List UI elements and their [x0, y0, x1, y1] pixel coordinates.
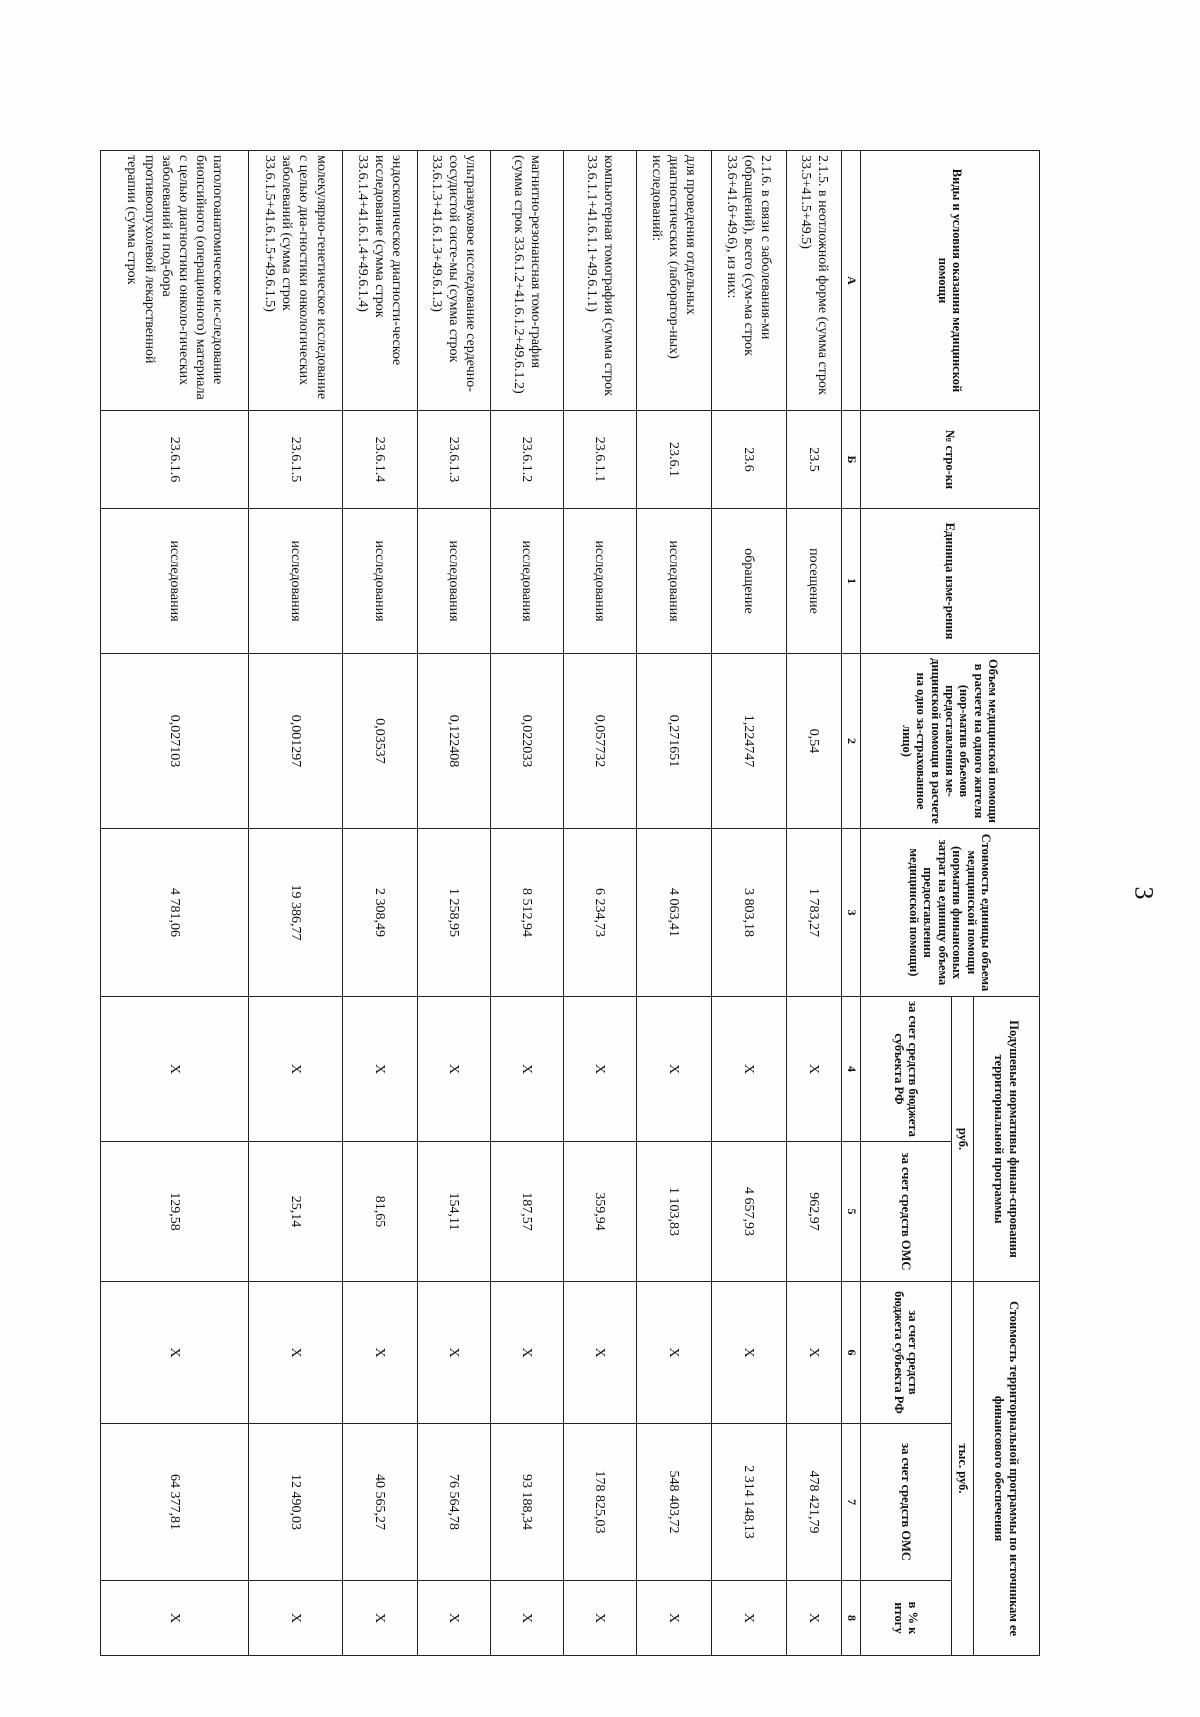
row-budget-cost: Х: [786, 1282, 841, 1424]
row-code: 23.6.1.4: [342, 411, 417, 509]
header-care-types: Виды и условия оказания медицинской помощи: [860, 151, 1039, 411]
table-row: [563, 151, 636, 1656]
row-volume: 0,057732: [563, 654, 636, 829]
row-percent: Х: [490, 1581, 563, 1656]
table-row: [786, 151, 841, 1656]
header-row-1: [973, 151, 1039, 1656]
column-index: 8: [841, 1581, 860, 1656]
row-percent: Х: [249, 1581, 342, 1656]
medical-care-cost-table: [100, 150, 1040, 1656]
header-per-capita-norms: Подушевые нормативы финан-сирования территориальной программы: [973, 997, 1039, 1282]
rotated-table-container: [100, 150, 1040, 1655]
row-unit-cost: 6 234,73: [563, 829, 636, 997]
column-index: 7: [841, 1424, 860, 1581]
column-index: А: [841, 151, 860, 411]
row-oms-norm: 4 657,93: [711, 1142, 786, 1282]
row-oms-cost: 64 377,81: [101, 1424, 249, 1581]
table-row: [490, 151, 563, 1656]
row-percent: Х: [342, 1581, 417, 1656]
row-oms-cost: 40 565,27: [342, 1424, 417, 1581]
header-rub: руб.: [951, 997, 973, 1282]
row-unit-cost: 1 258,95: [417, 829, 490, 997]
row-code: 23.6.1.1: [563, 411, 636, 509]
row-oms-cost: 93 188,34: [490, 1424, 563, 1581]
row-percent: Х: [417, 1581, 490, 1656]
row-budget-cost: Х: [563, 1282, 636, 1424]
row-oms-norm: 25,14: [249, 1142, 342, 1282]
row-oms-norm: 1 103,83: [636, 1142, 711, 1282]
row-oms-norm: 962,97: [786, 1142, 841, 1282]
table-row: [711, 151, 786, 1656]
row-oms-norm: 359,94: [563, 1142, 636, 1282]
row-code: 23.6.1: [636, 411, 711, 509]
row-budget-cost: Х: [101, 1282, 249, 1424]
table-row: [417, 151, 490, 1656]
row-budget-cost: Х: [342, 1282, 417, 1424]
row-volume: 0,001297: [249, 654, 342, 829]
row-budget-cost: Х: [636, 1282, 711, 1424]
row-budget-norm: Х: [417, 997, 490, 1142]
row-name: магнитно-резонансная томо-графия (сумма строк 33.6.1.2+41.6.1.2+49.6.1.2): [490, 151, 563, 411]
row-budget-cost: Х: [711, 1282, 786, 1424]
column-index: 4: [841, 997, 860, 1142]
row-unit-cost: 4 781,06: [101, 829, 249, 997]
row-oms-cost: 2 314 148,13: [711, 1424, 786, 1581]
column-index-row: [841, 151, 860, 1656]
row-volume: 0,022033: [490, 654, 563, 829]
header-unit: Единица изме-рения: [860, 509, 1039, 654]
row-name: 2.1.6. в связи с заболевания-ми (обращений), всего (сум-ма строк 33.6+41.6+49.6), из них:: [711, 151, 786, 411]
table-row: [101, 151, 249, 1656]
header-program-cost: Стоимость территориальной программы по источникам ее финансового обеспечения: [973, 1282, 1039, 1656]
row-oms-norm: 187,57: [490, 1142, 563, 1282]
column-index: 1: [841, 509, 860, 654]
row-code: 23.6: [711, 411, 786, 509]
table-row: [249, 151, 342, 1656]
row-oms-norm: 129,58: [101, 1142, 249, 1282]
column-index: 2: [841, 654, 860, 829]
row-code: 23.6.1.5: [249, 411, 342, 509]
row-oms-cost: 12 490,03: [249, 1424, 342, 1581]
table-row: [636, 151, 711, 1656]
header-volume: Объем медицинской помощи в расчете на одного жителя (нор-матив объемов предоставления ме-дицинской помощи в расчете на одно за-страхованное лицо): [860, 654, 1039, 829]
row-unit-cost: 4 063,41: [636, 829, 711, 997]
row-volume: 0,271651: [636, 654, 711, 829]
row-percent: Х: [636, 1581, 711, 1656]
row-budget-norm: Х: [490, 997, 563, 1142]
column-index: 5: [841, 1142, 860, 1282]
row-unit: посещение: [786, 509, 841, 654]
column-index: Б: [841, 411, 860, 509]
header-norm-budget: за счет средств бюджета субъекта РФ: [860, 997, 951, 1142]
row-unit: исследования: [636, 509, 711, 654]
row-name: ультразвуковое исследование сердечно-сосудистой систе-мы (сумма строк 33.6.1.3+41.6.1.3+49.6.1.3): [417, 151, 490, 411]
row-code: 23.6.1.2: [490, 411, 563, 509]
row-budget-cost: Х: [417, 1282, 490, 1424]
header-thous-rub: тыс. руб.: [951, 1282, 973, 1656]
row-percent: Х: [563, 1581, 636, 1656]
row-unit-cost: 1 783,27: [786, 829, 841, 997]
row-name: компьютерная томография (сумма строк 33.6.1.1+41.6.1.1+49.6.1.1): [563, 151, 636, 411]
row-unit-cost: 19 386,77: [249, 829, 342, 997]
row-name: для проведения отдельных диагностических (лаборатор-ных) исследований:: [636, 151, 711, 411]
row-code: 23.6.1.3: [417, 411, 490, 509]
row-budget-norm: Х: [249, 997, 342, 1142]
table-row: [342, 151, 417, 1656]
row-budget-cost: Х: [490, 1282, 563, 1424]
row-code: 23.5: [786, 411, 841, 509]
header-cost-oms: за счет средств ОМС: [860, 1424, 951, 1581]
row-unit-cost: 2 308,49: [342, 829, 417, 997]
row-oms-norm: 81,65: [342, 1142, 417, 1282]
row-unit-cost: 3 803,18: [711, 829, 786, 997]
row-volume: 0,54: [786, 654, 841, 829]
page-number: 3: [1129, 886, 1159, 900]
row-name: 2.1.5. в неотложной форме (сумма строк 33.5+41.5+49.5): [786, 151, 841, 411]
row-volume: 0,122408: [417, 654, 490, 829]
row-name: эндоскопическое диагности-ческое исследование (сумма строк 33.6.1.4+41.6.1.4+49.6.1.4): [342, 151, 417, 411]
row-unit: обращение: [711, 509, 786, 654]
header-percent: в % к итогу: [860, 1581, 951, 1656]
row-unit: исследования: [490, 509, 563, 654]
row-budget-norm: Х: [636, 997, 711, 1142]
row-percent: Х: [711, 1581, 786, 1656]
column-index: 6: [841, 1282, 860, 1424]
row-budget-norm: Х: [342, 997, 417, 1142]
row-budget-norm: Х: [101, 997, 249, 1142]
row-oms-cost: 76 564,78: [417, 1424, 490, 1581]
row-percent: Х: [786, 1581, 841, 1656]
row-oms-cost: 478 421,79: [786, 1424, 841, 1581]
row-unit-cost: 8 512,94: [490, 829, 563, 997]
row-name: молекулярно-генетическое исследование с целью диа-гностики онкологических заболеваний (сумма строк 33.6.1.5+41.6.1.5+49.6.1.5): [249, 151, 342, 411]
row-code: 23.6.1.6: [101, 411, 249, 509]
row-unit: исследования: [101, 509, 249, 654]
row-unit: исследования: [342, 509, 417, 654]
row-percent: Х: [101, 1581, 249, 1656]
header-row-number: № стро-ки: [860, 411, 1039, 509]
row-unit: исследования: [249, 509, 342, 654]
row-oms-cost: 548 403,72: [636, 1424, 711, 1581]
row-volume: 0,027103: [101, 654, 249, 829]
header-unit-cost: Стоимость единицы объема медицинской помощи (норматив финансовых затрат на единицу объема предоставления медицинской помощи): [860, 829, 1039, 997]
row-name: патологоанатомическое ис-следование биопсийного (операционного) материала с целью диагностики онколо-гических заболеваний и под-бора противоопухолевой лекарственной терапии (сумма строк: [101, 151, 249, 411]
column-index: 3: [841, 829, 860, 997]
row-unit: исследования: [417, 509, 490, 654]
row-volume: 0,03537: [342, 654, 417, 829]
row-budget-norm: Х: [711, 997, 786, 1142]
header-cost-budget: за счет средств бюджета субъекта РФ: [860, 1282, 951, 1424]
row-budget-norm: Х: [786, 997, 841, 1142]
header-norm-oms: за счет средств ОМС: [860, 1142, 951, 1282]
row-volume: 1,224747: [711, 654, 786, 829]
row-oms-norm: 154,11: [417, 1142, 490, 1282]
row-oms-cost: 178 825,03: [563, 1424, 636, 1581]
row-unit: исследования: [563, 509, 636, 654]
row-budget-cost: Х: [249, 1282, 342, 1424]
row-budget-norm: Х: [563, 997, 636, 1142]
